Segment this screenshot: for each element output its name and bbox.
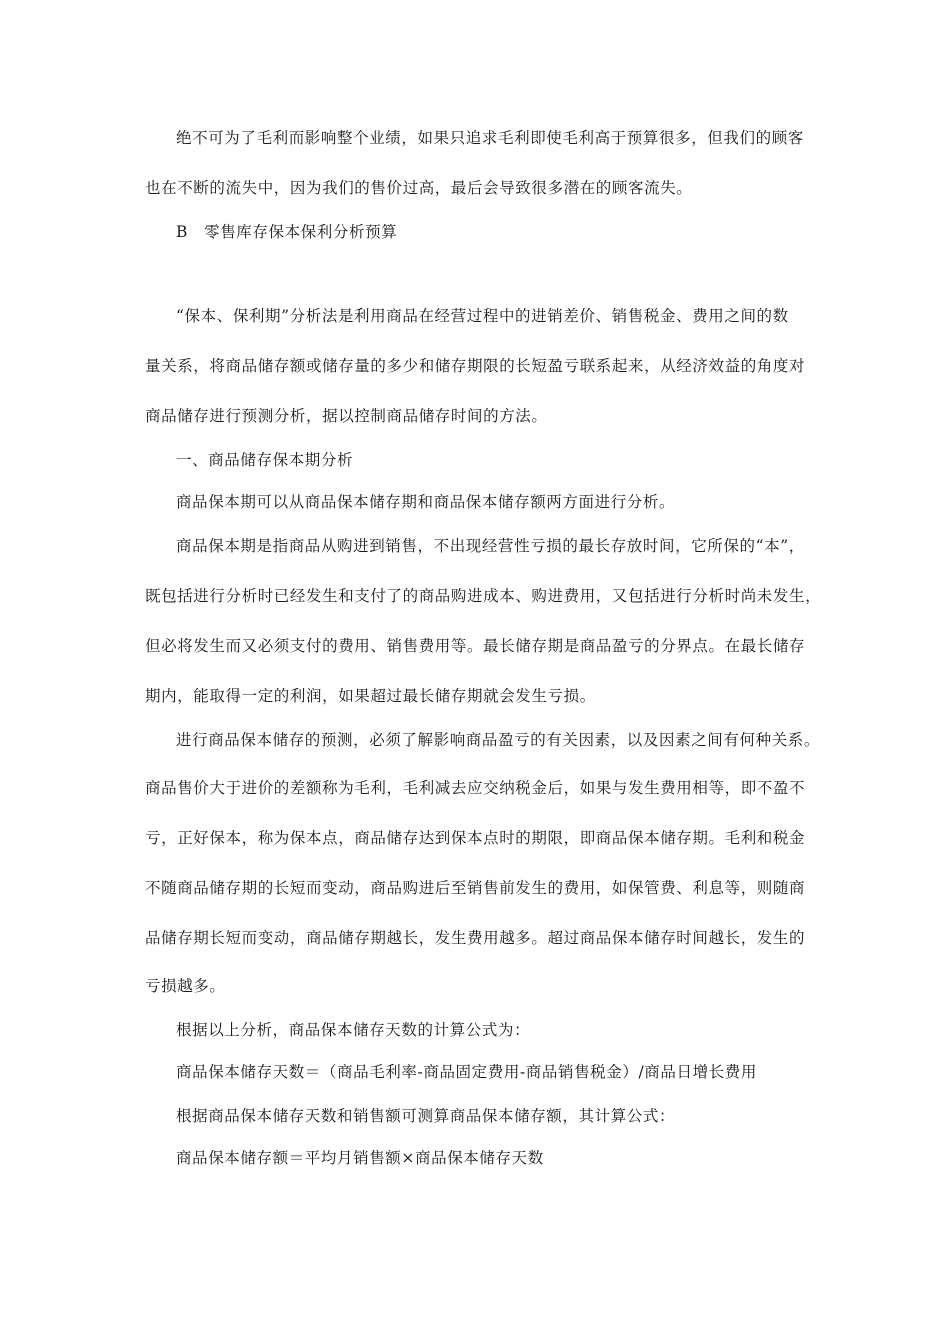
paragraph-line: 但必将发生而又必须支付的费用、销售费用等。最长储存期是商品盈亏的分界点。在最长储存	[145, 637, 806, 655]
paragraph-line: 商品售价大于进价的差额称为毛利，毛利减去应交纳税金后，如果与发生费用相等，即不盈不	[145, 779, 806, 797]
section-heading: B 零售库存保本保利分析预算	[176, 223, 398, 241]
paragraph-line: 不随商品储存期的长短而变动，商品购进后至销售前发生的费用，如保管费、利息等，则随商	[145, 879, 806, 897]
paragraph-line: 亏损越多。	[145, 977, 226, 995]
paragraph-line: 品储存期长短而变动，商品储存期越长，发生费用越多。超过商品保本储存时间越长，发生的	[145, 929, 806, 947]
paragraph-line: 亏，正好保本，称为保本点，商品储存达到保本点时的期限，即商品保本储存期。毛利和税金	[145, 829, 806, 847]
paragraph-line: 也在不断的流失中，因为我们的售价过高，最后会导致很多潜在的顾客流失。	[145, 179, 693, 197]
paragraph-line: 根据商品保本储存天数和销售额可测算商品保本储存额，其计算公式：	[176, 1107, 676, 1125]
paragraph-line: 既包括进行分析时已经发生和支付了的商品购进成本、购进费用，又包括进行分析时尚未发生，	[145, 587, 822, 605]
paragraph-line: 绝不可为了毛利而影响整个业绩，如果只追求毛利即使毛利高于预算很多，但我们的顾客	[176, 129, 804, 147]
paragraph-line: 商品保本期可以从商品保本储存期和商品保本储存额两方面进行分析。	[176, 493, 676, 511]
paragraph-line: “保本、保利期”分析法是利用商品在经营过程中的进销差价、销售税金、费用之间的数	[176, 307, 789, 325]
paragraph-line: 商品保本期是指商品从购进到销售，不出现经营性亏损的最长存放时间，它所保的“本”，	[176, 537, 805, 555]
paragraph-line: 量关系，将商品储存额或储存量的多少和储存期限的长短盈亏联系起来，从经济效益的角度对	[145, 357, 806, 375]
section-heading: 一、商品储存保本期分析	[176, 451, 354, 469]
formula-line: 商品保本储存天数＝（商品毛利率-商品固定费用-商品销售税金）/商品日增长费用	[176, 1063, 757, 1081]
formula-line: 商品保本储存额＝平均月销售额×商品保本储存天数	[176, 1149, 544, 1167]
paragraph-line: 进行商品保本储存的预测，必须了解影响商品盈亏的有关因素，以及因素之间有何种关系。	[176, 731, 821, 749]
paragraph-line: 商品储存进行预测分析，据以控制商品储存时间的方法。	[145, 407, 548, 425]
paragraph-line: 期内，能取得一定的利润，如果超过最长储存期就会发生亏损。	[145, 687, 596, 705]
paragraph-line: 根据以上分析，商品保本储存天数的计算公式为：	[176, 1021, 531, 1039]
